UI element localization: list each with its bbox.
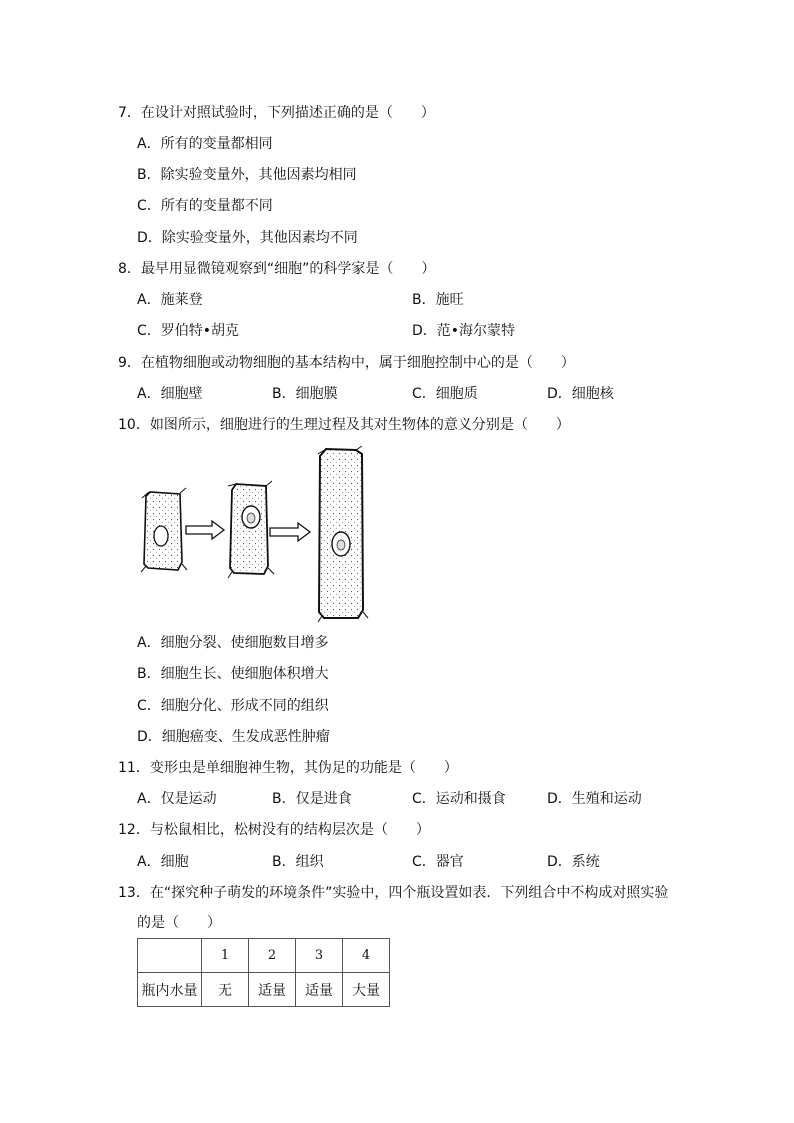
question-7-option-a: A．所有的变量都相同 (137, 136, 273, 152)
arrow-right-icon (270, 523, 310, 541)
question-11-option-b: B．仅是进食 (272, 791, 352, 807)
question-7-option-b: B．除实验变量外，其他因素均相同 (137, 167, 357, 183)
question-12-stem: 12．与松鼠相比，松树没有的结构层次是（ ） (118, 822, 430, 838)
question-10-option-b: B．细胞生长、使细胞体积增大 (137, 666, 329, 682)
question-8-option-d: D．范•海尔蒙特 (412, 323, 516, 339)
question-9-option-a: A．细胞壁 (137, 386, 203, 402)
question-12-option-b: B．组织 (272, 854, 324, 870)
question-11-option-a: A．仅是运动 (137, 791, 217, 807)
bottle-water-table (137, 938, 390, 1007)
question-11-stem: 11．变形虫是单细胞神生物，其伪足的功能是（ ） (118, 760, 458, 776)
table-row-label: 瓶内水量 (138, 973, 202, 1007)
table-cell: 大量 (343, 973, 390, 1007)
question-8-option-a: A．施莱登 (137, 292, 203, 308)
question-7-stem: 7．在设计对照试验时，下列描述正确的是（ ） (118, 105, 435, 121)
table-header-cell: 4 (343, 939, 390, 973)
question-9-option-b: B．细胞膜 (272, 386, 338, 402)
arrow-right-icon (186, 521, 224, 539)
question-9-option-c: C．细胞质 (412, 386, 478, 402)
question-12-option-d: D．系统 (547, 854, 600, 870)
question-8-stem: 8．最早用显微镜观察到“细胞”的科学家是（ ） (118, 261, 436, 277)
question-11-option-c: C．运动和摄食 (412, 791, 506, 807)
question-8-option-b: B．施旺 (412, 292, 464, 308)
table-header-cell: 2 (249, 939, 296, 973)
question-9-stem: 9．在植物细胞或动物细胞的基本结构中，属于细胞控制中心的是（ ） (118, 355, 575, 371)
medium-cell (228, 481, 274, 578)
question-11-option-d: D．生殖和运动 (547, 791, 642, 807)
question-8-option-c: C．罗伯特•胡克 (137, 323, 240, 339)
question-10-option-c: C．细胞分化、形成不同的组织 (137, 698, 329, 714)
question-10-stem: 10．如图所示，细胞进行的生理过程及其对生物体的意义分别是（ ） (118, 417, 570, 433)
question-13-stem: 13．在“探究种子萌发的环境条件”实验中，四个瓶设置如表．下列组合中不构成对照实验 (118, 885, 669, 901)
table-header-cell: 3 (296, 939, 343, 973)
table-row (138, 973, 390, 1007)
large-cell (318, 446, 368, 622)
table-header-cell (138, 939, 202, 973)
question-7-option-d: D．除实验变量外，其他因素均不同 (137, 230, 358, 246)
question-12-option-a: A．细胞 (137, 854, 189, 870)
table-cell: 无 (202, 973, 249, 1007)
cell-growth-diagram (140, 446, 380, 622)
table-header-cell: 1 (202, 939, 249, 973)
question-13-stem-continued: 的是（ ） (137, 915, 221, 931)
table-cell: 适量 (296, 973, 343, 1007)
question-10-option-d: D．细胞癌变、生发成恶性肿瘤 (137, 729, 330, 745)
question-7-option-c: C．所有的变量都不同 (137, 198, 273, 214)
table-cell: 适量 (249, 973, 296, 1007)
table-header-row (138, 939, 390, 973)
question-9-option-d: D．细胞核 (547, 386, 614, 402)
small-cell (141, 488, 187, 572)
question-12-option-c: C．器官 (412, 854, 464, 870)
question-10-option-a: A．细胞分裂、使细胞数目增多 (137, 635, 329, 651)
